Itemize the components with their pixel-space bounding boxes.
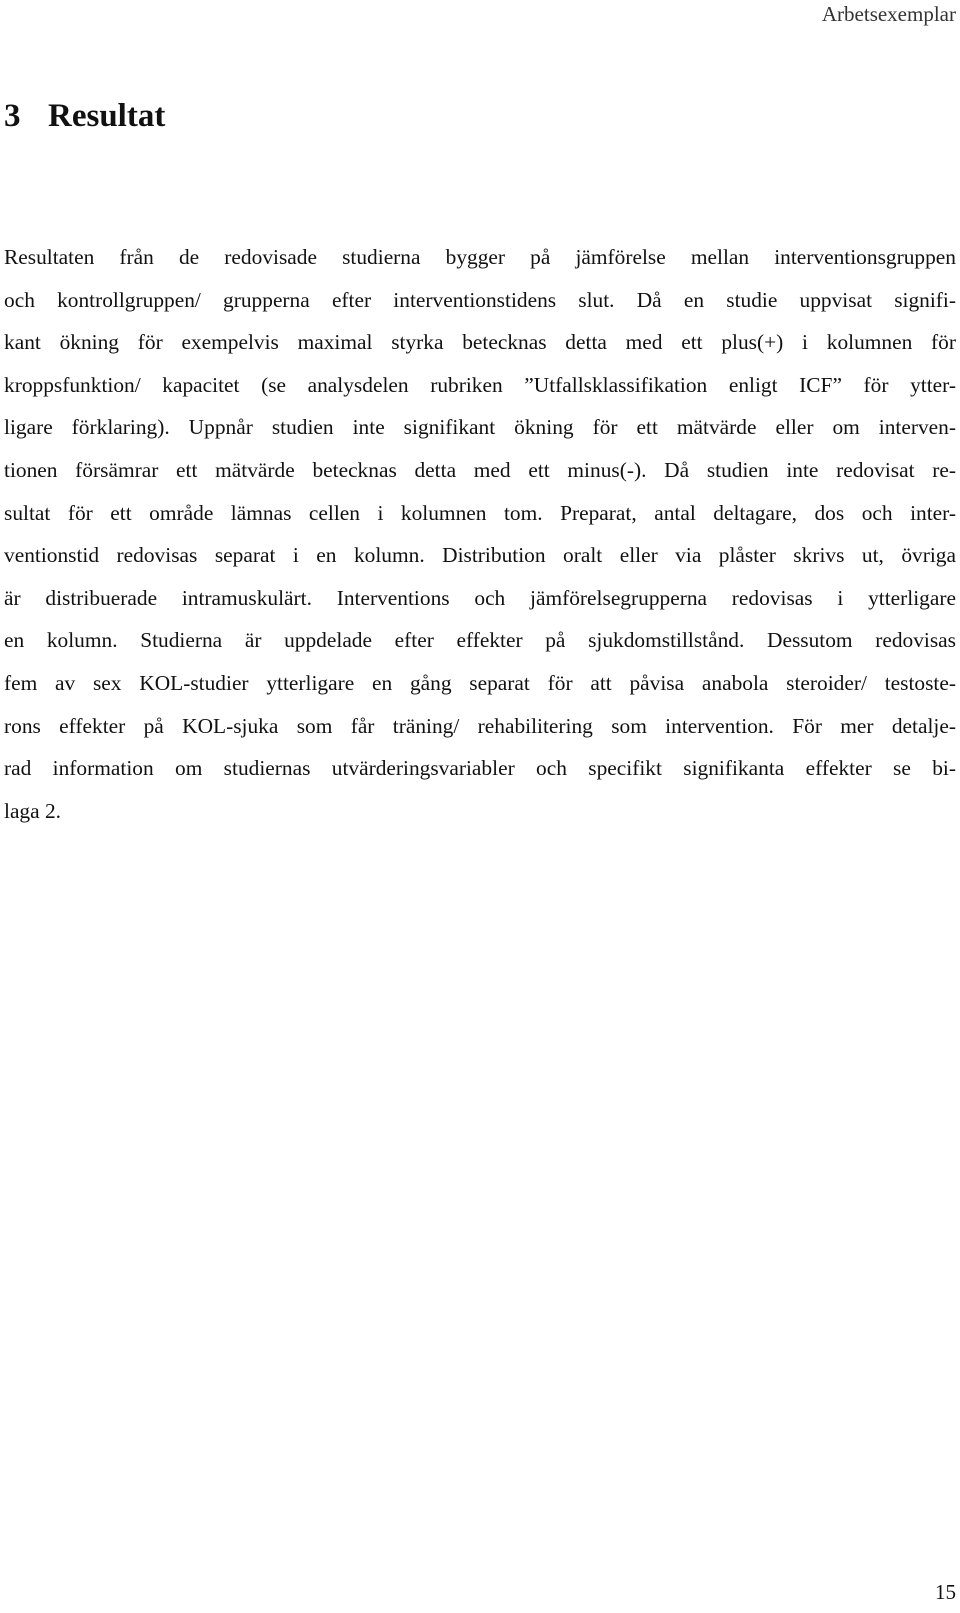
section-heading — [4, 96, 165, 136]
paragraph-line: kant ökning för exempelvis maximal styrka betecknas detta med ett plus(+) i kolumnen för — [4, 330, 956, 355]
section-title: Resultat — [48, 98, 166, 134]
paragraph-line: och kontrollgruppen/ grupperna efter interventionstidens slut. Då en studie uppvisat signifi- — [4, 287, 956, 312]
paragraph-line: ligare förklaring). Uppnår studien inte signifikant ökning för ett mätvärde eller om interven- — [4, 415, 956, 440]
page-number: 15 — [935, 1580, 956, 1604]
paragraph-line: Resultaten från de redovisade studierna bygger på jämförelse mellan interventionsgruppen — [4, 245, 956, 269]
paragraph-line: fem av sex KOL-studier ytterligare en gång separat för att påvisa anabola steroider/ testoste- — [4, 670, 956, 695]
paragraph-line: tionen försämrar ett mätvärde betecknas detta med ett minus(-). Då studien inte redovisat re- — [4, 457, 956, 482]
paragraph-line: är distribuerade intramuskulärt. Interventions och jämförelsegrupperna redovisas i ytterligare — [4, 585, 956, 610]
paragraph-line: en kolumn. Studierna är uppdelade efter effekter på sjukdomstillstånd. Dessutom redovisas — [4, 628, 956, 653]
paragraph-line-last: laga 2. — [4, 798, 62, 823]
paragraph-line: rad information om studiernas utvärderingsvariabler och specifikt signifikanta effekter se bi- — [4, 756, 956, 781]
paragraph-line: ventionstid redovisas separat i en kolumn. Distribution oralt eller via plåster skrivs ut, övriga — [4, 543, 956, 568]
paragraph-line: rons effekter på KOL-sjuka som får träning/ rehabilitering som intervention. För mer detalje- — [4, 713, 956, 738]
running-header: Arbetsexemplar — [821, 2, 956, 26]
section-number: 3 — [4, 98, 21, 134]
paragraph-line: sultat för ett område lämnas cellen i kolumnen tom. Preparat, antal deltagare, dos och inter- — [4, 500, 956, 525]
paragraph-line: kroppsfunktion/ kapacitet (se analysdelen rubriken ”Utfallsklassifikation enligt ICF” för ytter- — [4, 372, 956, 397]
body-paragraph — [4, 236, 956, 832]
